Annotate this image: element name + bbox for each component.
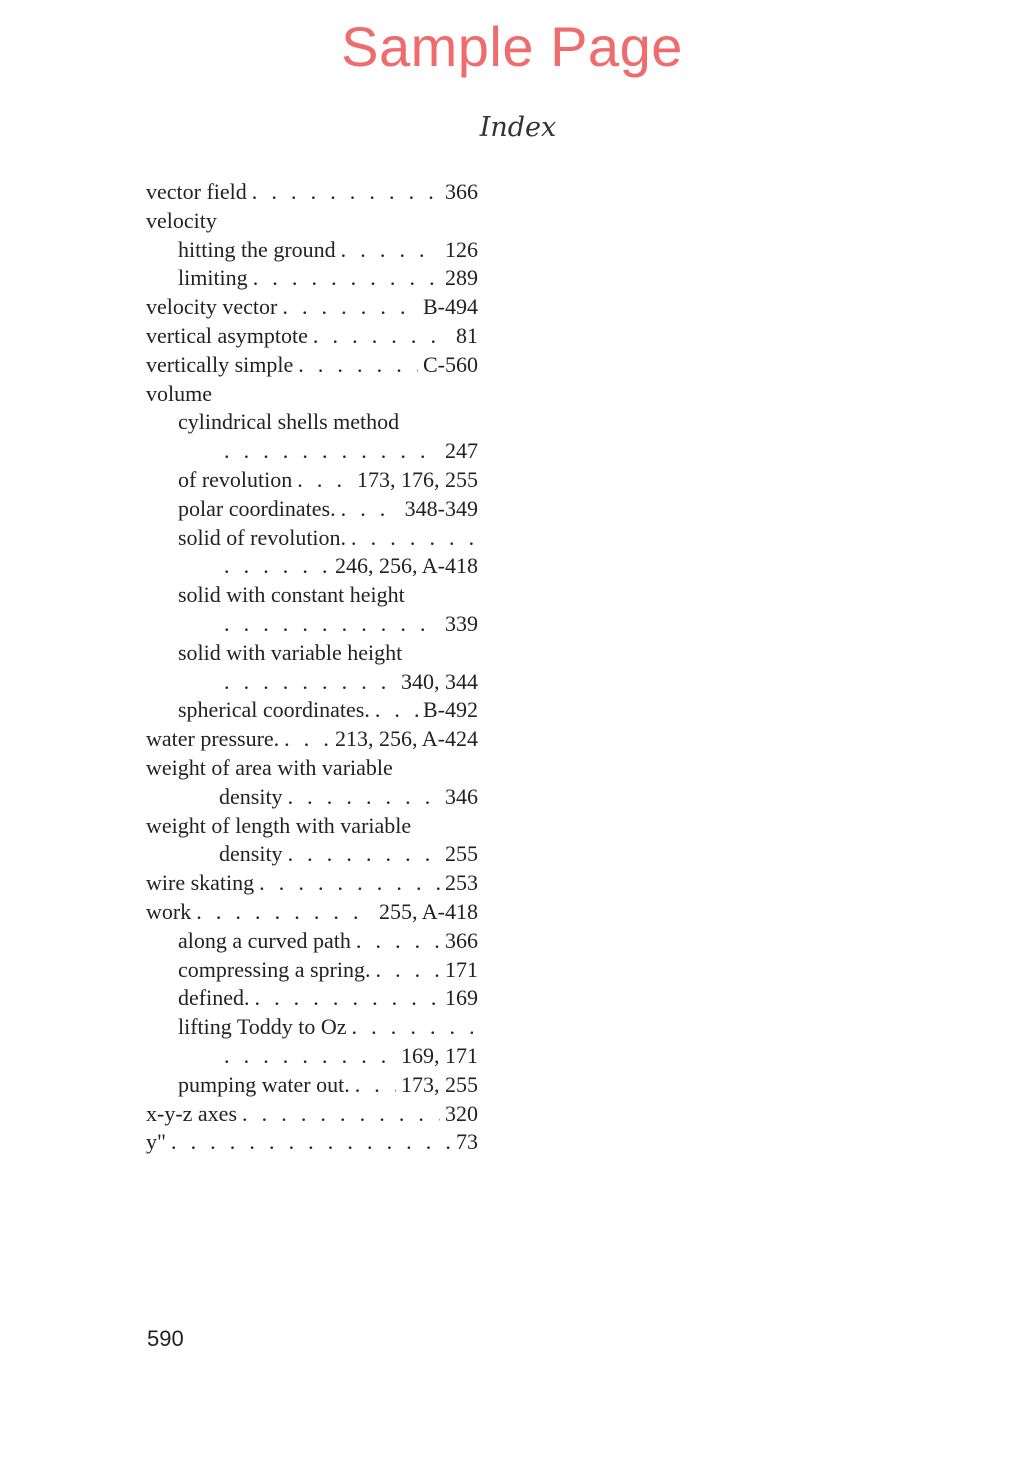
dot-leader bbox=[249, 178, 440, 207]
index-entry bbox=[146, 639, 478, 668]
index-term: polar coordinates. bbox=[178, 495, 336, 521]
index-entry bbox=[146, 783, 478, 812]
index-entry bbox=[146, 725, 478, 754]
index-entry bbox=[146, 322, 478, 351]
index-term: density bbox=[219, 841, 283, 867]
index-term: pumping water out. bbox=[178, 1071, 350, 1097]
index-page-refs: 289 bbox=[445, 265, 478, 291]
index-page-refs: 255, A-418 bbox=[379, 898, 478, 924]
index-entry bbox=[146, 840, 478, 869]
index-entry bbox=[146, 1100, 478, 1129]
index-term: solid with constant height bbox=[178, 582, 405, 608]
index-term: vertically simple bbox=[146, 351, 294, 377]
index-entry bbox=[146, 668, 478, 697]
index-term: hitting the ground bbox=[178, 236, 336, 262]
dot-leader bbox=[352, 1071, 396, 1100]
index-term: density bbox=[219, 783, 283, 809]
index-term: work bbox=[146, 898, 192, 924]
index-page-refs: 169 bbox=[445, 985, 478, 1011]
dot-leader bbox=[281, 725, 330, 754]
index-page-refs: 169, 171 bbox=[401, 1042, 478, 1068]
dot-leader bbox=[256, 869, 440, 898]
index-page-refs: 81 bbox=[456, 322, 478, 348]
index-page-refs: 366 bbox=[445, 927, 478, 953]
index-entry-list bbox=[146, 178, 478, 1157]
dot-leader bbox=[251, 984, 440, 1013]
dot-leader bbox=[250, 264, 440, 293]
index-page-refs: B-494 bbox=[423, 294, 478, 320]
index-term: velocity vector bbox=[146, 294, 278, 320]
index-term: solid of revolution. bbox=[178, 524, 347, 550]
index-term: velocity bbox=[146, 207, 217, 233]
page-number: 590 bbox=[147, 1326, 184, 1351]
index-entry bbox=[146, 581, 478, 610]
index-entry bbox=[146, 1042, 478, 1071]
index-term: x-y-z axes bbox=[146, 1100, 238, 1126]
index-term: wire skating bbox=[146, 870, 255, 896]
index-term: along a curved path bbox=[178, 927, 351, 953]
index-entry bbox=[146, 1013, 478, 1042]
dot-leader bbox=[221, 437, 440, 466]
index-page-refs: 171 bbox=[445, 956, 478, 982]
dot-leader bbox=[372, 956, 440, 985]
dot-leader bbox=[285, 783, 440, 812]
dot-leader bbox=[310, 322, 451, 351]
index-entry bbox=[146, 207, 478, 236]
dot-leader bbox=[221, 1042, 396, 1071]
index-term: compressing a spring. bbox=[178, 956, 371, 982]
index-term: weight of length with variable bbox=[146, 812, 412, 838]
index-entry bbox=[146, 293, 478, 322]
index-entry bbox=[146, 869, 478, 898]
index-term: spherical coordinates. bbox=[178, 697, 370, 723]
index-page-refs: 73 bbox=[456, 1129, 478, 1155]
dot-leader bbox=[279, 293, 418, 322]
index-entry bbox=[146, 812, 478, 841]
index-term: defined. bbox=[178, 985, 250, 1011]
dot-leader bbox=[221, 552, 330, 581]
index-page-refs: 126 bbox=[445, 236, 478, 262]
index-entry bbox=[146, 898, 478, 927]
dot-leader bbox=[168, 1128, 451, 1157]
sample-page-watermark: Sample Page bbox=[341, 15, 683, 78]
index-term: solid with variable height bbox=[178, 639, 403, 665]
index-entry bbox=[146, 696, 478, 725]
index-entry bbox=[146, 524, 478, 553]
index-page-refs: 246, 256, A-418 bbox=[335, 553, 478, 579]
dot-leader bbox=[348, 524, 473, 553]
index-page-refs: 213, 256, A-424 bbox=[335, 726, 478, 752]
index-term: vector field bbox=[146, 179, 247, 204]
index-page-refs: 346 bbox=[445, 783, 478, 809]
index-entry bbox=[146, 351, 478, 380]
index-entry bbox=[146, 437, 478, 466]
index-entry bbox=[146, 236, 478, 265]
index-page-refs: 253 bbox=[445, 870, 478, 896]
dot-leader bbox=[221, 610, 440, 639]
index-page-refs: 366 bbox=[445, 179, 478, 204]
index-page-refs: 247 bbox=[445, 438, 478, 464]
index-entry bbox=[146, 610, 478, 639]
index-entry bbox=[146, 984, 478, 1013]
dot-leader bbox=[295, 351, 418, 380]
index-term: limiting bbox=[178, 265, 248, 291]
index-entry bbox=[146, 178, 478, 207]
index-entry bbox=[146, 1071, 478, 1100]
index-term: of revolution bbox=[178, 466, 293, 492]
index-entry bbox=[146, 956, 478, 985]
index-term: volume bbox=[146, 380, 212, 406]
index-entry bbox=[146, 380, 478, 409]
index-page-refs: 173, 255 bbox=[401, 1071, 478, 1097]
dot-leader bbox=[239, 1100, 440, 1129]
index-entry bbox=[146, 754, 478, 783]
dot-leader bbox=[338, 495, 400, 524]
index-entry bbox=[146, 466, 478, 495]
index-entry bbox=[146, 1128, 478, 1157]
index-title: Index bbox=[479, 112, 557, 143]
dot-leader bbox=[353, 927, 440, 956]
index-term: water pressure. bbox=[146, 726, 280, 752]
index-page-refs: 340, 344 bbox=[401, 668, 478, 694]
dot-leader bbox=[285, 840, 440, 869]
index-page-refs: 348-349 bbox=[404, 495, 478, 521]
index-entry bbox=[146, 927, 478, 956]
index-term: weight of area with variable bbox=[146, 754, 393, 780]
index-entry bbox=[146, 264, 478, 293]
index-page-refs: B-492 bbox=[423, 697, 478, 723]
index-page-refs: 173, 176, 255 bbox=[357, 466, 478, 492]
index-entry bbox=[146, 552, 478, 581]
index-page-refs: 320 bbox=[445, 1100, 478, 1126]
dot-leader bbox=[338, 236, 440, 265]
dot-leader bbox=[349, 1013, 473, 1042]
index-term: lifting Toddy to Oz bbox=[178, 1014, 347, 1040]
index-page-refs: C-560 bbox=[423, 351, 478, 377]
dot-leader bbox=[294, 466, 352, 495]
index-term: vertical asymptote bbox=[146, 322, 308, 348]
index-entry bbox=[146, 495, 478, 524]
index-term: cylindrical shells method bbox=[178, 409, 400, 435]
index-term: y" bbox=[146, 1129, 166, 1155]
dot-leader bbox=[372, 696, 418, 725]
index-entry bbox=[146, 408, 478, 437]
index-page-refs: 255 bbox=[445, 841, 478, 867]
dot-leader bbox=[221, 668, 396, 697]
index-page-refs: 339 bbox=[445, 610, 478, 636]
dot-leader bbox=[193, 898, 374, 927]
